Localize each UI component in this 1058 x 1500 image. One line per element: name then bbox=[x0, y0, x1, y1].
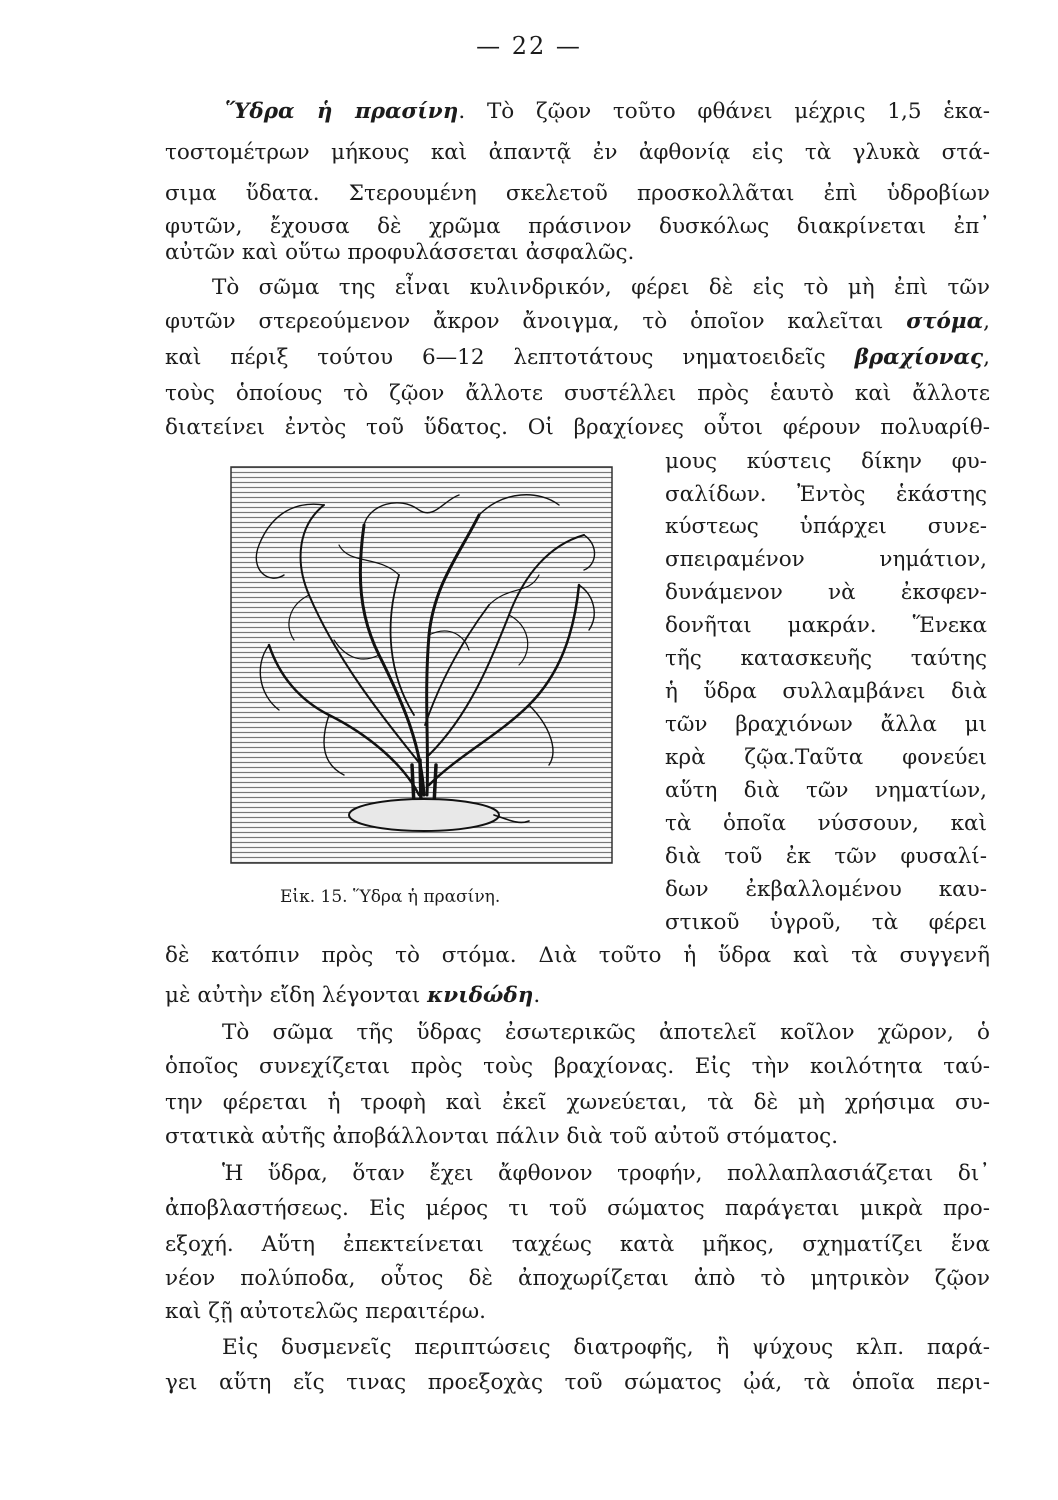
text-line: διὰ τοῦ ἐκ τῶν φυσαλί- bbox=[665, 844, 987, 869]
text-line: Ἡ ὕδρα, ὅταν ἔχει ἄφθονον τροφήν, πολλαπλασιάζεται δι᾿ bbox=[222, 1161, 990, 1186]
text-span: . bbox=[533, 983, 541, 1008]
text-line: ἀποβλαστήσεως. Εἰς μέρος τι τοῦ σώματος παράγεται μικρὰ προ- bbox=[165, 1196, 990, 1221]
text-span: φυτῶν στερεούμενον ἄκρον ἄνοιγμα, τὸ ὁποῖον καλεῖται bbox=[165, 309, 907, 334]
text-line: φυτῶν, ἔχουσα δὲ χρῶμα πράσινον δυσκόλως διακρίνεται ἐπ᾿ bbox=[165, 214, 990, 239]
text-line: Τὸ σῶμα τῆς ὕδρας ἐσωτερικῶς ἀποτελεῖ κοῖλον χῶρον, ὁ bbox=[222, 1020, 990, 1045]
term-stoma: στόμα bbox=[906, 309, 984, 334]
text-line: σιμα ὕδατα. Στερουμένη σκελετοῦ προσκολλᾶται ἐπὶ ὑδροβίων bbox=[165, 181, 990, 206]
text-line: γει αὕτη εἴς τινας προεξοχὰς τοῦ σώματος ᾠά, τὰ ὁποῖα περι- bbox=[165, 1370, 990, 1395]
text-line bbox=[165, 302, 990, 342]
hydra-illustration bbox=[229, 465, 614, 865]
text-line: στικοῦ ὑγροῦ, τὰ φέρει bbox=[665, 910, 987, 935]
text-line: κύστεως ὑπάρχει συνε- bbox=[665, 514, 987, 539]
text-span: καὶ πέριξ τούτου 6—12 λεπτοτάτους νηματοειδεῖς bbox=[165, 345, 855, 370]
text-line: στατικὰ αὐτῆς ἀποβάλλονται πάλιν διὰ τοῦ αὐτοῦ στόματος. bbox=[165, 1124, 839, 1149]
page-number: — 22 — bbox=[476, 32, 582, 60]
text-line: σπειραμένον νημάτιον, bbox=[665, 547, 987, 572]
term-brachionas: βραχίονας bbox=[854, 345, 984, 370]
term-knidodi: κνιδώδη bbox=[427, 983, 534, 1008]
text-line: την φέρεται ἡ τροφὴ καὶ ἐκεῖ χωνεύεται, τὰ δὲ μὴ χρήσιμα συ- bbox=[165, 1090, 990, 1115]
text-span: , bbox=[983, 345, 990, 370]
text-line: διατείνει ἐντὸς τοῦ ὕδατος. Οἱ βραχίονες οὗτοι φέρουν πολυαρίθ- bbox=[165, 415, 990, 440]
text-line: δονῆται μακράν. Ἕνεκα bbox=[665, 613, 987, 638]
text-line: σαλίδων. Ἐντὸς ἑκάστης bbox=[665, 482, 987, 507]
text-line: δὲ κατόπιν πρὸς τὸ στόμα. Διὰ τοῦτο ἡ ὕδρα καὶ τὰ συγγενῆ bbox=[165, 943, 990, 968]
text-line: Εἰς δυσμενεῖς περιπτώσεις διατροφῆς, ἢ ψύχους κλπ. παρά- bbox=[222, 1335, 990, 1360]
text-span: . Τὸ ζῷον τοῦτο φθάνει μέχρις 1,5 ἑκα- bbox=[458, 99, 990, 124]
text-line: τὰ ὁποῖα νύσσουν, καὶ bbox=[665, 811, 987, 836]
text-line: τῆς κατασκευῆς ταύτης bbox=[665, 646, 987, 671]
text-line: δυνάμενον νὰ ἐκσφεν- bbox=[665, 580, 987, 605]
text-line: Τὸ σῶμα της εἶναι κυλινδρικόν, φέρει δὲ εἰς τὸ μὴ ἐπὶ τῶν bbox=[212, 275, 990, 300]
text-line: κρὰ ζῷα.Ταῦτα φονεύει bbox=[665, 745, 987, 770]
text-line: τοὺς ὁποίους τὸ ζῷον ἄλλοτε συστέλλει πρὸς ἑαυτὸ καὶ ἄλλοτε bbox=[165, 381, 990, 406]
text-line: δων ἐκβαλλομένου καυ- bbox=[665, 877, 987, 902]
text-line: τοστομέτρων μήκους καὶ ἀπαντᾷ ἐν ἀφθονίᾳ εἰς τὰ γλυκὰ στά- bbox=[165, 140, 990, 165]
text-span: μὲ αὐτὴν εἴδη λέγονται bbox=[165, 983, 428, 1008]
figure-caption: Εἰκ. 15. Ὕδρα ἡ πρασίνη. bbox=[280, 887, 501, 907]
text-line: νέον πολύποδα, οὗτος δὲ ἀποχωρίζεται ἀπὸ τὸ μητρικὸν ζῷον bbox=[165, 1266, 990, 1291]
text-span: , bbox=[983, 309, 990, 334]
text-line: ὁποῖος συνεχίζεται πρὸς τοὺς βραχίονας. Εἰς τὴν κοιλότητα ταύ- bbox=[165, 1054, 990, 1079]
text-line: αὐτῶν καὶ οὕτω προφυλάσσεται ἀσφαλῶς. bbox=[165, 240, 635, 265]
species-name: Ὕδρα ἡ πρασίνη bbox=[225, 99, 459, 124]
text-line bbox=[225, 92, 990, 132]
hydra-engraving bbox=[229, 465, 614, 865]
text-line: εξοχή. Αὕτη ἐπεκτείνεται ταχέως κατὰ μῆκος, σχηματίζει ἕνα bbox=[165, 1232, 990, 1257]
text-line: μους κύστεις δίκην φυ- bbox=[665, 449, 987, 474]
text-line bbox=[165, 338, 990, 378]
text-line: ἡ ὕδρα συλλαμβάνει διὰ bbox=[665, 679, 987, 704]
text-line: αὕτη διὰ τῶν νηματίων, bbox=[665, 778, 987, 803]
text-line: καὶ ζῇ αὐτοτελῶς περαιτέρω. bbox=[165, 1299, 486, 1324]
text-line bbox=[165, 976, 990, 1016]
text-line: τῶν βραχιόνων ἄλλα μι bbox=[665, 712, 987, 737]
